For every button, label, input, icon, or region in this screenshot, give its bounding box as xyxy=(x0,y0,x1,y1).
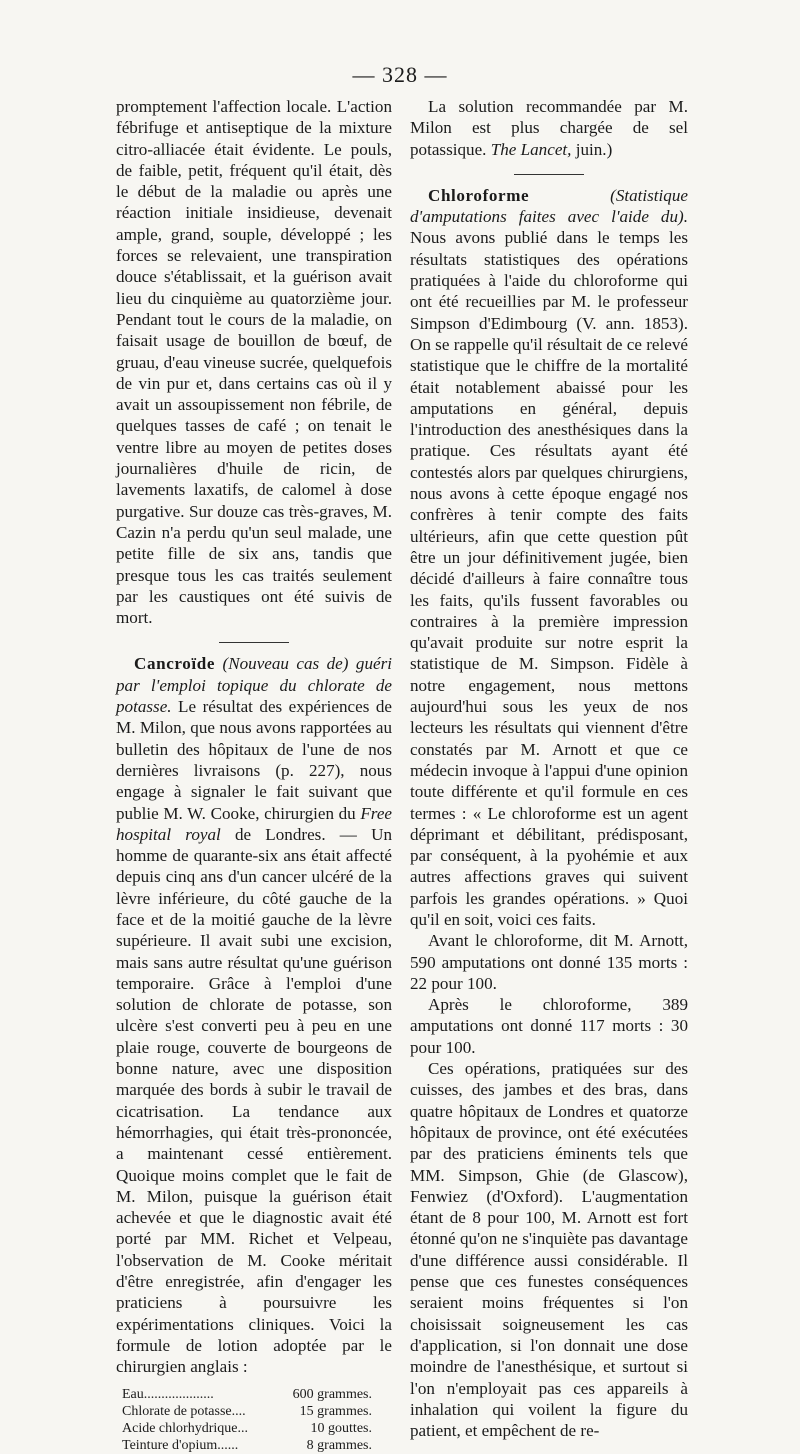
heading-subtitle: (Nouveau cas de) guéri par l'emploi topique du chlorate de potasse. xyxy=(116,654,392,717)
ingredient-quantity: 10 gouttes. xyxy=(310,1420,372,1436)
ingredient-name: Chlorate de potasse xyxy=(122,1403,232,1419)
section-divider xyxy=(514,174,584,175)
heading-subtitle: (Statistique d'amputations faites avec l'aide du). xyxy=(410,185,688,227)
paragraph-text: La solution recommandée par M. Milon est plus chargée de sel potassique. xyxy=(410,97,688,159)
paragraph-text-continued: juin.) xyxy=(571,139,613,159)
lotion-formula xyxy=(122,1386,372,1454)
formula-row xyxy=(122,1437,372,1454)
leader-dots: .... xyxy=(231,1403,246,1419)
section-divider xyxy=(219,642,289,643)
paragraph-before-chloroform: Avant le chloroforme, dit M. Arnott, 590 amputations ont donné 135 morts : 22 pour 100. xyxy=(410,931,688,993)
paragraph-cancroide xyxy=(116,653,392,1377)
paragraph-after-chloroform: Après le chloroforme, 389 amputations ont donné 117 morts : 30 pour 100. xyxy=(410,995,688,1057)
paragraph-text: Le résultat des expériences de M. Milon, que nous avons rapportées au bulletin des hôpitaux de l'une de nos dernières livraisons (p. 227), nous engage à signaler le fait suivant que publie M. W. Cooke, chirurgien du xyxy=(116,697,392,823)
paragraph-operations: Ces opérations, pratiquées sur des cuisses, des jambes et des bras, dans quatre hôpitaux de Londres et quatorze hôpitaux de province, ont été exécutées par des praticiens éminents tels que MM. Simpson, Ghie (de Glascow), Fenwiez (d'Oxford). L'augmentation étant de 8 pour 100, M. Arnott est fort étonné qu'on ne s'inquiète pas davantage d'une différence aussi considérable. Il pense que ces funestes conséquences seraient moins fréquentes si l'on choisissait soigneusement les cas d'application, si l'on donnait une dose moindre de l'anesthésique, et surtout si l'on n'employait pas ces appareils à inhalation qui voilent la figure du patient, et empêchent de re- xyxy=(410,1059,688,1441)
ingredient-quantity: 15 grammes. xyxy=(299,1403,372,1419)
left-column xyxy=(116,96,392,1454)
leader-dots: ...... xyxy=(217,1437,239,1453)
ingredient-quantity: 8 grammes. xyxy=(306,1437,372,1453)
section-heading-chloroforme: Chloroforme xyxy=(428,185,530,205)
right-column xyxy=(410,96,688,1441)
ingredient-name: Teinture d'opium xyxy=(122,1437,218,1453)
hospital-name: Free hospital royal xyxy=(116,803,392,844)
page-number: — 328 — xyxy=(352,62,448,87)
formula-row xyxy=(122,1420,372,1437)
journal-name: The Lancet, xyxy=(490,139,572,159)
ingredient-name: Eau xyxy=(122,1386,144,1402)
formula-row xyxy=(122,1386,372,1403)
paragraph-angine-treatment: promptement l'affection locale. L'action fébrifuge et antiseptique de la mixture citro-alliacée était évidente. Le pouls, de faible, petit, fréquent qu'il était, dès le début de la maladie ou après une réaction initiale insidieuse, devenait ample, grand, souple, développé ; les forces se relevaient, une transpiration douce s'établissait, et la guérison avait lieu du cinquième au quatorzième jour. Pendant tout le cours de la maladie, on faisait usage de bouillon de bœuf, de gruau, d'eau vineuse sucrée, quelquefois de vin pur et, dans certains cas où il y avait un assoupissement non fébrile, de quelques tasses de café ; on tenait le ventre libre au moyen de petites doses journalières d'huile de ricin, de lavements laxatifs, de calomel à dose purgative. Sur douze cas très-graves, M. Cazin n'a perdu qu'un seul malade, une petite fille de six ans, tandis que presque tous les cas traités seulement par les caustiques ont été suivis de mort. xyxy=(116,97,392,628)
leader-dots: ... xyxy=(237,1420,248,1436)
leader-dots: .................... xyxy=(143,1386,214,1402)
ingredient-name: Acide chlorhydrique xyxy=(122,1420,238,1436)
formula-row xyxy=(122,1403,372,1420)
paragraph-text: Nous avons publié dans le temps les résultats statistiques des opérations pratiquées à l'aide du chloroforme qui ont été recueillies par M. le professeur Simpson d'Edimbourg (V. ann. 1853). On se rappelle qu'il résultait de ce relevé statistique que le chiffre de la mortalité était notablement abaissé pour les amputations en général, depuis l'introduction des anesthésiques dans la pratique. Ces résultats ayant été contestés alors par quelques chirurgiens, nous avons à cette époque engagé nos confrères à tenir compte des faits ultérieurs, afin que cette question pût être un jour définitivement jugée, bien décidé d'ailleurs à faire connaître tous les faits, qu'ils fussent favorables ou contraires à la première impression qu'avait produite sur notre esprit la statistique de M. Simpson. Fidèle à notre engagement, nous mettons aujourd'hui sous les yeux de nos lecteurs les résultats qui viennent d'être constatés par M. Arnott et que ce médecin invoque à l'appui d'une opinion toute différente et qu'il formule en ces termes : « Le chloroforme est un agent déprimant et débilitant, prédisposant, par conséquent, à la pyohémie et aux autres affections graves qui suivent parfois les grandes opérations. » Quoi qu'il en soit, voici ces faits. xyxy=(410,228,688,929)
ingredient-quantity: 600 grammes. xyxy=(292,1386,372,1402)
paragraph-text-continued: de Londres. — Un homme de quarante-six ans était affecté depuis cinq ans d'un cancer ulcéré de la lèvre inférieure, du côté gauche de la face et de la moitié gauche de la lèvre supérieure. Il avait subi une excision, mais sans autre résultat qu'une guérison temporaire. Grâce à l'emploi d'une solution de chlorate de potasse, son ulcère s'est converti peu à peu en une plaie rouge, couverte de bourgeons de bonne nature, avec une disposition marquée des bords à subir le travail de cicatrisation. La tendance aux hémorrhagies, qui était très-prononcée, a maintenant cessé entièrement. Quoique moins complet que le fait de M. Milon, puisque la guérison était achevée et que le diagnostic avait été porté par MM. Richet et Velpeau, l'observation de M. Cooke méritait d'être enregistrée, afin d'engager les praticiens à poursuivre les expérimentations cliniques. Voici la formule de lotion adoptée par le chirurgien anglais : xyxy=(116,824,392,1377)
paragraph-lancet-note xyxy=(410,96,688,160)
section-heading-cancroide: Cancroïde xyxy=(134,654,216,674)
paragraph-chloroforme xyxy=(410,185,688,930)
